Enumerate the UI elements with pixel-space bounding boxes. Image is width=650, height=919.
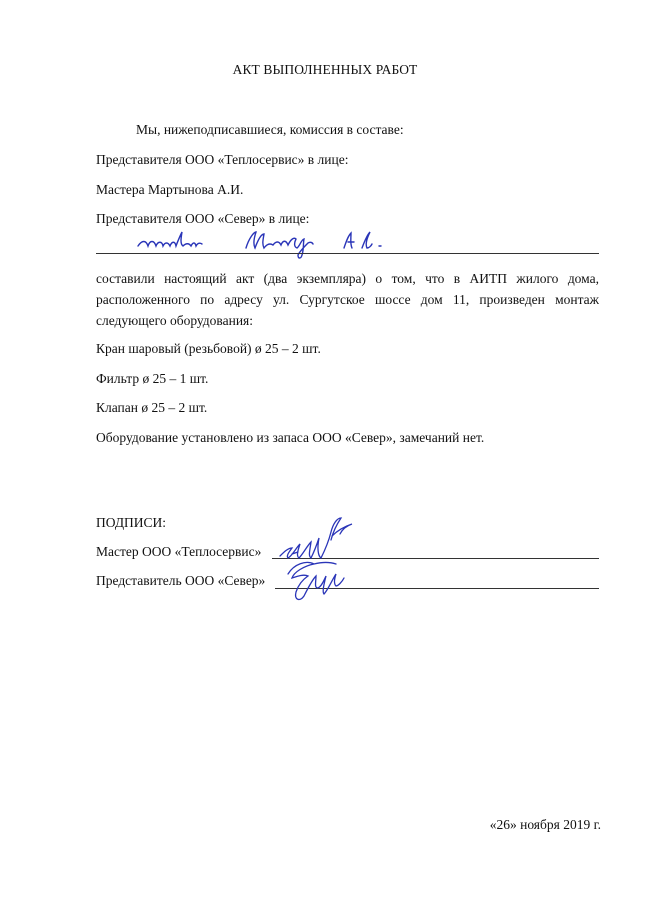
signature-sever-label: Представитель ООО «Север» xyxy=(96,573,266,588)
equipment-item-2: Фильтр ø 25 – 1 шт. xyxy=(96,371,209,386)
remark-text: Оборудование установлено из запаса ООО «Север», замечаний нет. xyxy=(96,430,485,445)
equipment-item-3: Клапан ø 25 – 2 шт. xyxy=(96,400,208,415)
document-date: «26» ноября 2019 г. xyxy=(489,817,601,832)
master-name-text: Мастера Мартынова А.И. xyxy=(96,182,244,197)
signature-master-label: Мастер ООО «Теплосервис» xyxy=(96,544,262,559)
equipment-item-1: Кран шаровый (резьбовой) ø 25 – 2 шт. xyxy=(96,341,321,356)
signature-sever xyxy=(282,552,362,608)
intro-text: Мы, нижеподписавшиеся, комиссия в составе: xyxy=(136,122,404,137)
body-paragraph: составили настоящий акт (два экземпляра) о том, что в АИТП жилого дома, расположенного по адресу ул. Сургутское шоссе дом 11, произведен монтаж следующего оборудования: xyxy=(96,271,599,328)
rep-sever-text: Представителя ООО «Север» в лице: xyxy=(96,211,310,226)
handwritten-entry xyxy=(96,222,599,256)
handwritten-entry-rule xyxy=(96,253,599,254)
document-title: АКТ ВЫПОЛНЕННЫХ РАБОТ xyxy=(232,62,418,77)
signatures-heading: ПОДПИСИ: xyxy=(96,515,167,530)
rep-teploservis-text: Представителя ООО «Теплосервис» в лице: xyxy=(96,152,349,167)
